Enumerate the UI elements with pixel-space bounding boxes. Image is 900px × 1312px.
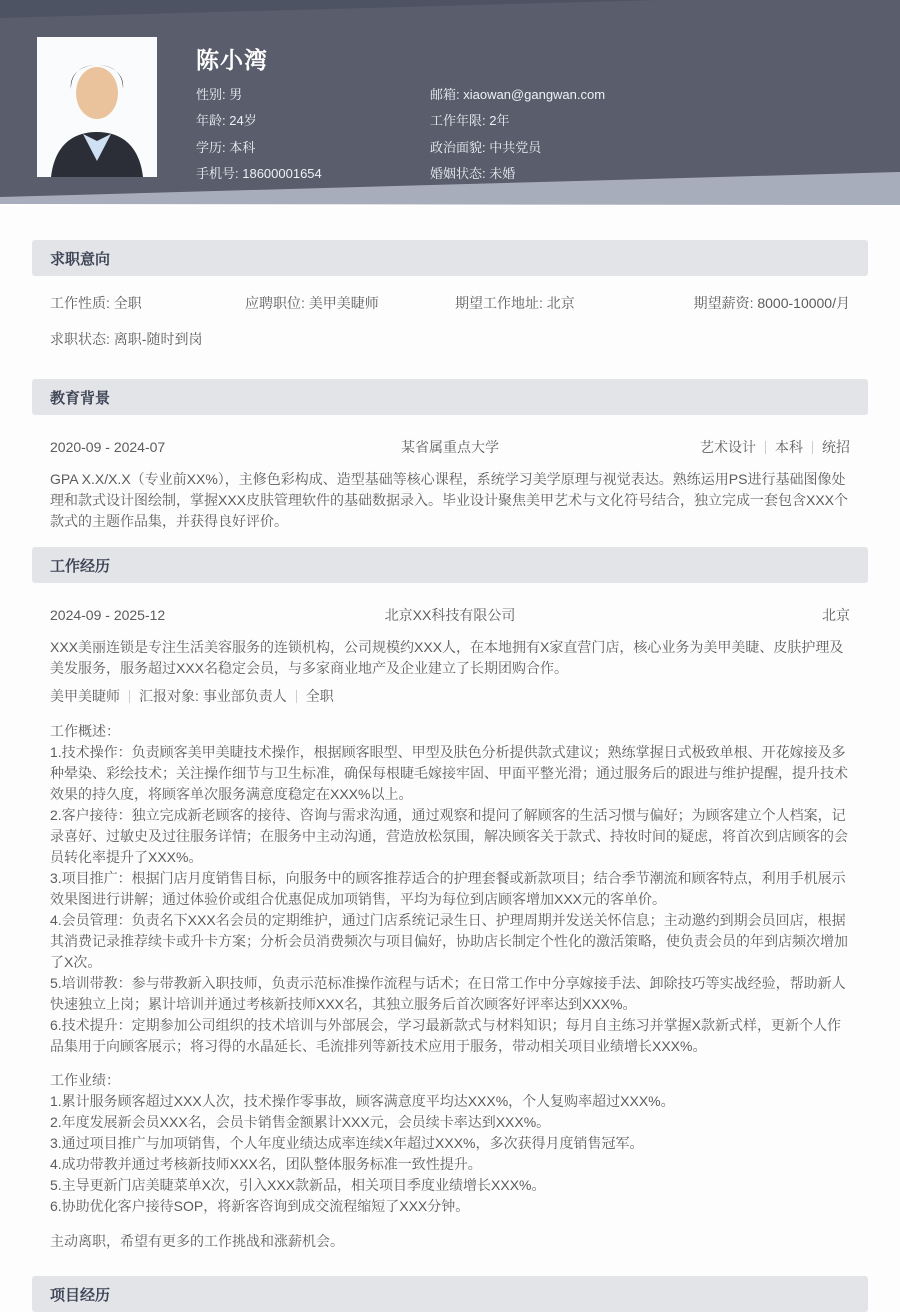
divider bbox=[129, 690, 130, 703]
duty-item: 2.客户接待：独立完成新老顾客的接待、咨询与需求沟通，通过观察和提问了解顾客的生活习惯与偏好；为顾客建立个人档案，记录喜好、过敏史及过往服务详情；在服务中主动沟通，营造放松氛围，解决顾客关于款式、持妆时间的疑虑，将首次到店顾客的会员转化率提升了XXX%。 bbox=[50, 807, 848, 865]
section-title-education: 教育背景 bbox=[50, 389, 111, 407]
role-employment-type: 全职 bbox=[305, 688, 334, 704]
field-target-position: 应聘职位: 美甲美睫师 bbox=[245, 295, 379, 311]
work-overview-label: 工作概述： bbox=[50, 723, 120, 739]
divider bbox=[812, 441, 813, 454]
education-period: 2020-09 - 2024-07 bbox=[50, 439, 166, 455]
work-company: 北京XX科技有限公司 bbox=[384, 607, 516, 623]
duty-item: 1.技术操作：负责顾客美甲美睫技术操作，根据顾客眼型、甲型及肤色分析提供款式建议；熟练掌握日式极致单根、开花嫁接及多种晕染、彩绘技术；关注操作细节与卫生标准，确保每根睫毛嫁接牢固、甲面平整光滑；通过服务后的跟进与维护提醒，提升技术效果的持久度，将顾客单次服务满意度稳定在XXX%以上。 bbox=[50, 744, 848, 802]
section-bar-job-intent bbox=[32, 240, 868, 276]
field-job-type: 工作性质: 全职 bbox=[50, 295, 142, 311]
result-item: 4.成功带教并通过考核新技师XXX名，团队整体服务标准一致性提升。 bbox=[50, 1156, 482, 1172]
header-fields-left bbox=[196, 82, 430, 188]
result-item: 1.累计服务顾客超过XXX人次，技术操作零事故，顾客满意度平均达XXX%，个人复购率超过XXX%。 bbox=[50, 1093, 675, 1109]
duty-item: 4.会员管理：负责名下XXX名会员的定期维护，通过门店系统记录生日、护理周期并发送关怀信息；主动邀约到期会员回店，根据其消费记录推荐续卡或升卡方案；分析会员消费频次与项目偏好，协助店长制定个性化的激活策略，使负责会员的年到店频次增加了X次。 bbox=[50, 912, 848, 970]
field-job-status: 求职状态: 离职-随时到岗 bbox=[50, 331, 203, 347]
role-title: 美甲美睫师 bbox=[50, 688, 120, 704]
education-description: GPA X.X/X.X（专业前XX%），主修色彩构成、造型基础等核心课程，系统学习美学原理与视觉表达。熟练运用PS进行基础图像处理和款式设计图绘制，掌握XXX皮肤管理软件的基础数据录入。毕业设计聚焦美甲艺术与文化符号结合，独立完成一套包含XXX个款式的主题作品集，并获得良好评价。 bbox=[50, 471, 849, 529]
education-enrollment-type: 统招 bbox=[822, 439, 850, 455]
duty-item: 6.技术提升：定期参加公司组织的技术培训与外部展会，学习最新款式与材料知识；每月自主练习并掌握X款新式样，更新个人作品集用于向顾客展示；将习得的水晶延长、毛流排列等新技术应用于服务，带动相关项目业绩增长XXX%。 bbox=[50, 1017, 842, 1054]
result-item: 6.协助优化客户接待SOP，将新客咨询到成交流程缩短了XXX分钟。 bbox=[50, 1198, 470, 1214]
duty-item: 5.培训带教：参与带教新入职技师，负责示范标准操作流程与话术；在日常工作中分享嫁接手法、卸除技巧等实战经验，帮助新人快速独立上岗；累计培训并通过考核新技师XXX名，其独立服务后首次顾客好评率达到XXX%。 bbox=[50, 975, 846, 1012]
role-report-to: 汇报对象: 事业部负责人 bbox=[139, 688, 287, 704]
field-target-location: 期望工作地址: 北京 bbox=[455, 295, 575, 311]
education-tags bbox=[610, 439, 850, 456]
work-meta-row bbox=[50, 607, 850, 624]
work-role-line bbox=[50, 688, 850, 705]
field-phone: 手机号: 18600001654 bbox=[196, 166, 322, 182]
job-intent-row bbox=[50, 295, 850, 311]
divider bbox=[765, 441, 766, 454]
education-major: 艺术设计 bbox=[700, 439, 756, 455]
section-bar-project bbox=[32, 1276, 868, 1312]
education-school: 某省属重点大学 bbox=[401, 439, 499, 455]
result-item: 3.通过项目推广与加项销售，个人年度业绩达成率连续X年超过XXX%，多次获得月度销售冠军。 bbox=[50, 1135, 644, 1151]
header-fields bbox=[196, 82, 860, 188]
work-results bbox=[50, 1070, 850, 1217]
leaving-reason: 主动离职，希望有更多的工作挑战和涨薪机会。 bbox=[50, 1233, 344, 1249]
header-fields-right bbox=[430, 82, 860, 188]
work-location: 北京 bbox=[822, 607, 850, 623]
profile-photo bbox=[37, 37, 157, 177]
result-item: 2.年度发展新会员XXX名，会员卡销售金额累计XXX元，会员续卡率达到XXX%。 bbox=[50, 1114, 551, 1130]
section-title-job-intent: 求职意向 bbox=[50, 250, 111, 268]
candidate-name: 陈小湾 bbox=[196, 47, 268, 73]
work-period: 2024-09 - 2025-12 bbox=[50, 607, 166, 623]
work-results-label: 工作业绩： bbox=[50, 1072, 120, 1088]
result-item: 5.主导更新门店美睫菜单X次，引入XXX款新品，相关项目季度业绩增长XXX%。 bbox=[50, 1177, 546, 1193]
field-degree: 学历: 本科 bbox=[196, 139, 256, 155]
duty-item: 3.项目推广：根据门店月度销售目标，向服务中的顾客推荐适合的护理套餐或新款项目；结合季节潮流和顾客特点，利用手机展示效果图进行讲解；通过体验价或组合优惠促成加项销售，平均为每位到店顾客增加XXX元的客单价。 bbox=[50, 870, 846, 907]
education-meta-row bbox=[50, 439, 850, 456]
person-portrait-icon bbox=[37, 37, 157, 177]
section-bar-education bbox=[32, 379, 868, 415]
divider bbox=[296, 690, 297, 703]
section-title-project: 项目经历 bbox=[50, 1286, 111, 1304]
field-age: 年龄: 24岁 bbox=[196, 113, 257, 129]
field-work-years: 工作年限: 2年 bbox=[430, 113, 510, 129]
company-intro: XXX美丽连锁是专注生活美容服务的连锁机构，公司规模约XXX人，在本地拥有X家直营门店，核心业务为美甲美睫、皮肤护理及美发服务，服务超过XXX名稳定会员，与多家商业地产及企业建立了长期团购合作。 bbox=[50, 639, 844, 676]
work-overview bbox=[50, 721, 850, 1057]
field-email: 邮箱: xiaowan@gangwan.com bbox=[430, 87, 606, 102]
field-expected-salary: 期望薪资: 8000-10000/月 bbox=[693, 295, 850, 311]
resume-header bbox=[0, 0, 900, 206]
field-marital-status: 婚姻状态: 未婚 bbox=[430, 166, 516, 182]
section-title-work: 工作经历 bbox=[50, 557, 111, 575]
field-political-status: 政治面貌: 中共党员 bbox=[430, 139, 542, 155]
section-bar-work bbox=[32, 547, 868, 583]
education-degree: 本科 bbox=[775, 439, 803, 455]
field-gender: 性别: 男 bbox=[196, 87, 243, 102]
